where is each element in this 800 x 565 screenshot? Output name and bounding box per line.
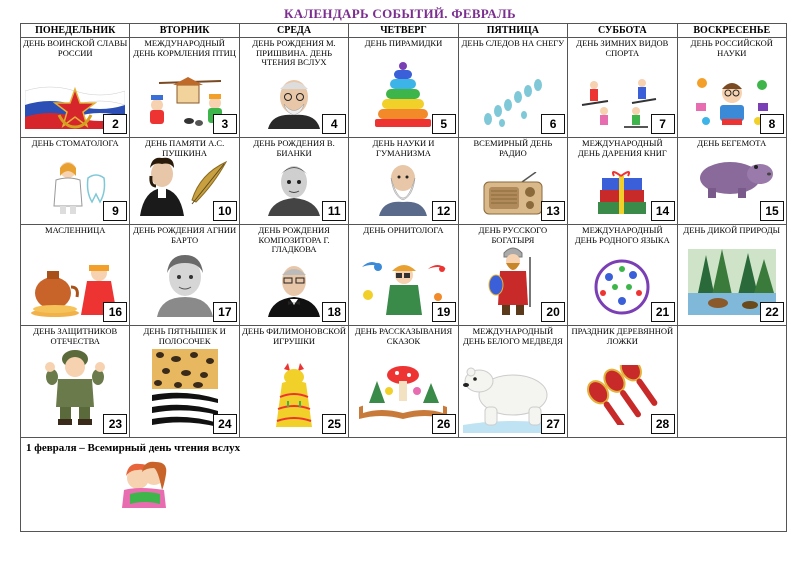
day-cell xyxy=(458,138,567,225)
weekday-thu: ЧЕТВЕРГ xyxy=(349,24,458,38)
footprints-icon xyxy=(478,79,548,129)
hippo-icon xyxy=(690,154,774,200)
day-cell xyxy=(239,225,348,326)
bogatyr-icon xyxy=(488,247,538,317)
day-cell xyxy=(239,138,348,225)
day-number: 21 xyxy=(651,302,675,322)
gift-books-icon xyxy=(594,170,650,216)
day-cell xyxy=(21,326,130,438)
event-text: ДЕНЬ РОЖДЕНИЯ АГНИИ БАРТО xyxy=(133,225,237,245)
day-number: 9 xyxy=(103,201,127,221)
event-text: ДЕНЬ ЗИМНИХ ВИДОВ СПОРТА xyxy=(576,38,669,58)
event-text: ДЕНЬ РОЖДЕНИЯ М. ПРИШВИНА. ДЕНЬ ЧТЕНИЯ ВСЛУХ xyxy=(252,38,336,67)
event-text: ДЕНЬ ЗАЩИТНИКОВ ОТЕЧЕСТВА xyxy=(33,326,118,346)
day-cell xyxy=(239,326,348,438)
event-text: МАСЛЕННИЦА xyxy=(45,225,106,235)
day-cell xyxy=(458,326,567,438)
day-number: 25 xyxy=(322,414,346,434)
day-cell xyxy=(568,38,677,138)
event-text: ДЕНЬ РАССКАЗЫВАНИЯ СКАЗОК xyxy=(354,326,453,346)
day-cell xyxy=(21,138,130,225)
week-row xyxy=(21,38,787,138)
weekday-sun: ВОСКРЕСЕНЬЕ xyxy=(677,24,786,38)
day-cell xyxy=(677,38,786,138)
day-number: 19 xyxy=(432,302,456,322)
day-number: 3 xyxy=(213,114,237,134)
event-text: ВСЕМИРНЫЙ ДЕНЬ РАДИО xyxy=(473,138,553,158)
day-cell xyxy=(349,138,458,225)
event-text: ПРАЗДНИК ДЕРЕВЯННОЙ ЛОЖКИ xyxy=(571,326,674,346)
bianki-portrait-icon xyxy=(264,160,324,216)
day-number: 8 xyxy=(760,114,784,134)
children-reading-icon xyxy=(118,460,172,510)
day-cell xyxy=(21,225,130,326)
event-text: МЕЖДУНАРОДНЫЙ ДЕНЬ РОДНОГО ЯЗЫКА xyxy=(574,225,670,245)
event-text: ДЕНЬ ПЯТНЫШЕК И ПОЛОСОЧЕК xyxy=(143,326,226,346)
day-cell xyxy=(677,225,786,326)
event-text: ДЕНЬ РОССИЙСКОЙ НАУКИ xyxy=(690,38,773,58)
event-text: ДЕНЬ ФИЛИМОНОВСКОЙ ИГРУШКИ xyxy=(242,326,347,346)
day-number: 15 xyxy=(760,201,784,221)
week-row xyxy=(21,326,787,438)
day-number: 28 xyxy=(651,414,675,434)
day-number: 16 xyxy=(103,302,127,322)
day-cell xyxy=(130,326,239,438)
weekday-mon: ПОНЕДЕЛЬНИК xyxy=(21,24,130,38)
day-cell xyxy=(130,38,239,138)
day-cell xyxy=(130,225,239,326)
ring-pyramid-toy-icon xyxy=(373,61,433,129)
radio-icon xyxy=(482,172,544,216)
note-text: 1 февраля – Всемирный день чтения вслух xyxy=(26,442,241,454)
day-number: 4 xyxy=(322,114,346,134)
event-text: ДЕНЬ СЛЕДОВ НА СНЕГУ xyxy=(461,38,565,48)
day-number: 13 xyxy=(541,201,565,221)
darwin-portrait-icon xyxy=(373,160,433,216)
calendar-grid xyxy=(20,23,787,438)
event-text: ДЕНЬ РОЖДЕНИЯ В. БИАНКИ xyxy=(253,138,335,158)
day-cell xyxy=(677,138,786,225)
prishvin-portrait-icon xyxy=(262,77,326,129)
day-number: 5 xyxy=(432,114,456,134)
weekday-tue: ВТОРНИК xyxy=(130,24,239,38)
day-cell xyxy=(21,38,130,138)
event-text: ДЕНЬ БЕГЕМОТА xyxy=(697,138,767,148)
event-text: ДЕНЬ ПАМЯТИ А.С. ПУШКИНА xyxy=(145,138,225,158)
day-number: 23 xyxy=(103,414,127,434)
day-cell-empty xyxy=(677,326,786,438)
day-cell xyxy=(458,225,567,326)
weekday-wed: СРЕДА xyxy=(239,24,348,38)
day-number: 26 xyxy=(432,414,456,434)
day-cell xyxy=(568,326,677,438)
event-text: ДЕНЬ СТОМАТОЛОГА xyxy=(31,138,119,148)
day-cell xyxy=(568,225,677,326)
event-text: ДЕНЬ ОРНИТОЛОГА xyxy=(363,225,444,235)
day-number: 18 xyxy=(322,302,346,322)
event-text: МЕЖДУНАРОДНЫЙ ДЕНЬ КОРМЛЕНИЯ ПТИЦ xyxy=(133,38,236,58)
day-number: 27 xyxy=(541,414,565,434)
day-number: 22 xyxy=(760,302,784,322)
day-cell xyxy=(568,138,677,225)
day-cell xyxy=(458,38,567,138)
day-number: 20 xyxy=(541,302,565,322)
dentist-icon xyxy=(42,158,108,216)
day-number: 17 xyxy=(213,302,237,322)
weekday-fri: ПЯТНИЦА xyxy=(458,24,567,38)
day-number: 11 xyxy=(322,201,346,221)
filimonov-toy-icon xyxy=(272,363,316,429)
week-row xyxy=(21,138,787,225)
week-row xyxy=(21,225,787,326)
native-language-icon xyxy=(589,257,655,317)
weekday-header-row xyxy=(21,24,787,38)
barto-portrait-icon xyxy=(153,251,217,317)
day-number: 7 xyxy=(651,114,675,134)
day-number: 14 xyxy=(651,201,675,221)
day-cell xyxy=(349,326,458,438)
weekday-sat: СУББОТА xyxy=(568,24,677,38)
day-number: 12 xyxy=(432,201,456,221)
day-cell xyxy=(349,225,458,326)
event-text: ДЕНЬ НАУКИ И ГУМАНИЗМА xyxy=(372,138,435,158)
event-text: ДЕНЬ РОЖДЕНИЯ КОМПОЗИТОРА Г. ГЛАДКОВА xyxy=(258,225,330,254)
day-number: 24 xyxy=(213,414,237,434)
event-text: МЕЖДУНАРОДНЫЙ ДЕНЬ ДАРЕНИЯ КНИГ xyxy=(577,138,667,158)
day-number: 6 xyxy=(541,114,565,134)
notes-area xyxy=(20,438,787,532)
spots-stripes-icon xyxy=(152,349,218,433)
day-cell xyxy=(349,38,458,138)
page-title: КАЛЕНДАРЬ СОБЫТИЙ. ФЕВРАЛЬ xyxy=(284,6,516,21)
event-text: ДЕНЬ ДИКОЙ ПРИРОДЫ xyxy=(683,225,781,235)
day-cell xyxy=(130,138,239,225)
event-text: ДЕНЬ ВОИНСКОЙ СЛАВЫ РОССИИ xyxy=(23,38,128,58)
day-number: 2 xyxy=(103,114,127,134)
soldier-icon xyxy=(44,347,106,425)
day-number: 10 xyxy=(213,201,237,221)
gladkov-portrait-icon xyxy=(264,261,324,317)
event-text: МЕЖДУНАРОДНЫЙ ДЕНЬ БЕЛОГО МЕДВЕДЯ xyxy=(462,326,563,346)
event-text: ДЕНЬ ПИРАМИДКИ xyxy=(364,38,443,48)
event-text: ДЕНЬ РУССКОГО БОГАТЫРЯ xyxy=(478,225,548,245)
day-cell xyxy=(239,38,348,138)
